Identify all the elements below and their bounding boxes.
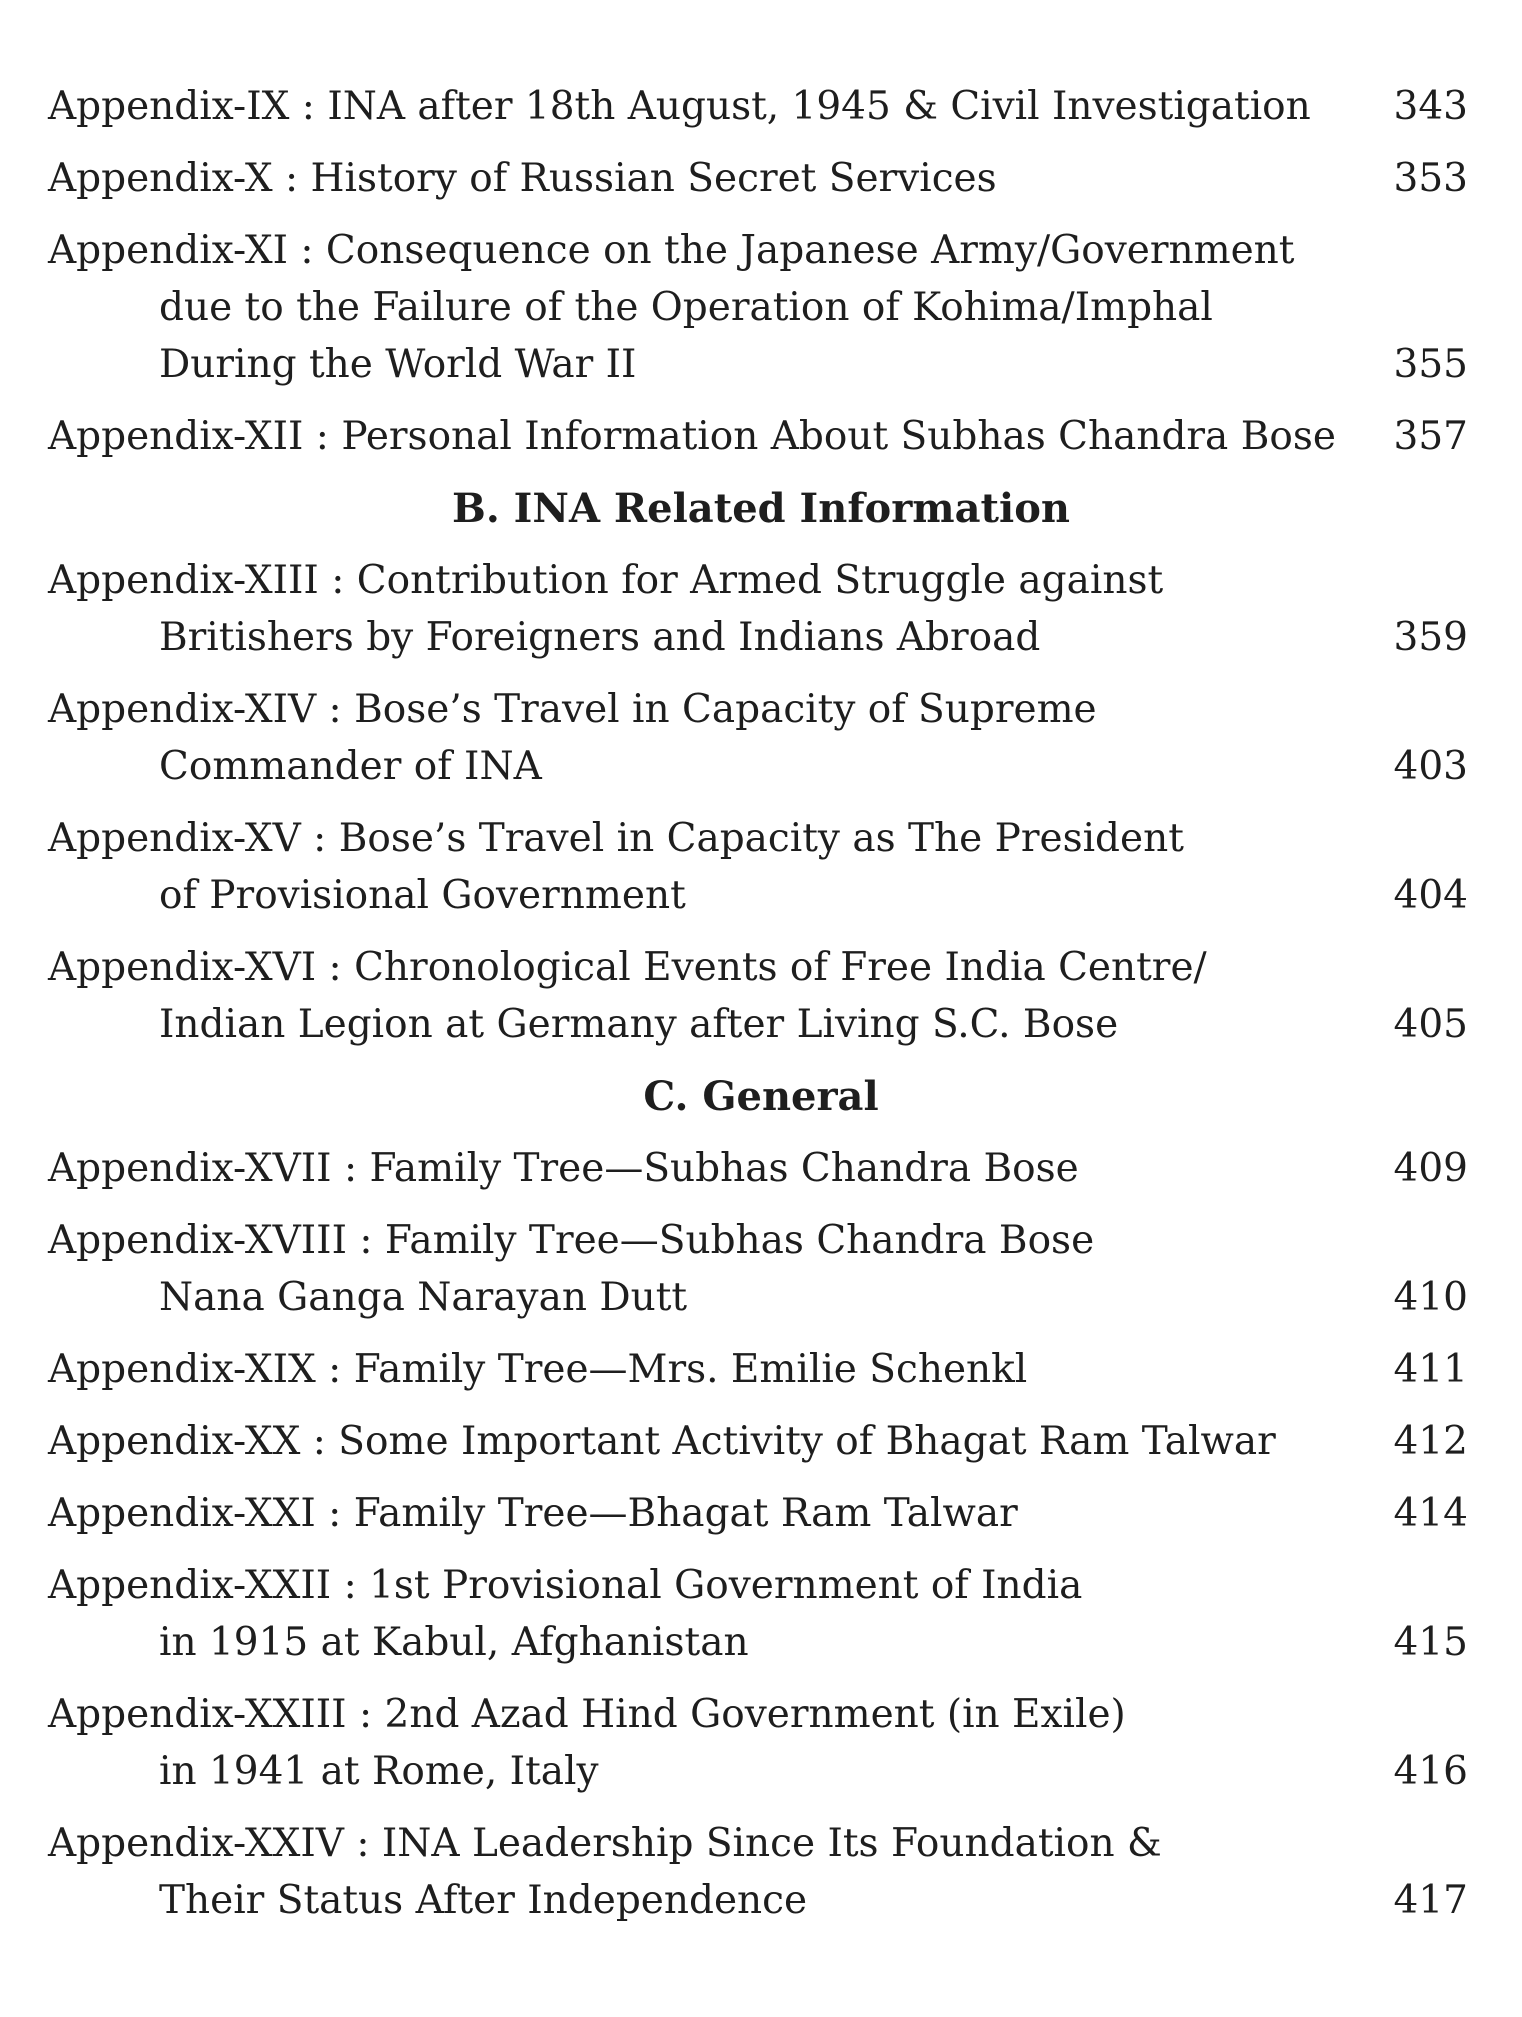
toc-entry-appendix-xxiv (48, 1815, 1468, 1929)
entry-title-line: Appendix-XXIV : INA Leadership Since Its Foundation & (48, 1821, 1162, 1866)
entry-title-line: Nana Ganga Narayan Dutt (159, 1275, 688, 1320)
entry-title-line: Appendix-IX : INA after 18th August, 1945 & Civil Investigation (48, 84, 1311, 129)
page-number: 359 (1393, 615, 1468, 660)
page-number: 411 (1393, 1347, 1468, 1392)
section-heading-general: C. General (643, 1073, 879, 1120)
page-number: 403 (1393, 744, 1468, 789)
entry-title-line: Appendix-XVIII : Family Tree—Subhas Chandra Bose (48, 1218, 1095, 1263)
toc-entry-appendix-xxiii (48, 1686, 1468, 1800)
entry-title-line: Appendix-XII : Personal Information About Subhas Chandra Bose (48, 414, 1336, 459)
entry-title-line: Appendix-XVI : Chronological Events of Free India Centre/ (48, 945, 1207, 990)
page-number: 404 (1393, 873, 1468, 918)
entry-title-line: Appendix-X : History of Russian Secret Services (48, 156, 997, 201)
toc-entry-appendix-xvi (48, 939, 1468, 1053)
page-number: 417 (1393, 1878, 1468, 1923)
entry-title-line: in 1915 at Kabul, Afghanistan (159, 1620, 749, 1665)
page-number: 357 (1393, 414, 1468, 459)
entry-title-line: Appendix-XI : Consequence on the Japanese Army/Government (48, 228, 1295, 273)
entry-title-line: of Provisional Government (159, 873, 686, 918)
toc-entry-appendix-xii (48, 408, 1468, 465)
toc-entry-appendix-xiii (48, 552, 1468, 666)
page-number: 416 (1393, 1749, 1468, 1794)
page-number: 415 (1393, 1620, 1468, 1665)
toc-entry-appendix-ix (48, 78, 1468, 135)
entry-title-line: Britishers by Foreigners and Indians Abroad (159, 615, 1041, 660)
toc-entry-appendix-xviii (48, 1212, 1468, 1326)
entry-title-line: Appendix-XVII : Family Tree—Subhas Chandra Bose (48, 1146, 1079, 1191)
entry-title-line: Appendix-XIII : Contribution for Armed Struggle against (48, 558, 1164, 603)
entry-title-line: in 1941 at Rome, Italy (159, 1749, 599, 1794)
entry-title-line: Appendix-XV : Bose’s Travel in Capacity as The President (48, 816, 1184, 861)
entry-title-line: During the World War II (159, 342, 637, 387)
toc-entry-appendix-xv (48, 810, 1468, 924)
toc-entry-appendix-x (48, 150, 1468, 207)
entry-title-line: Appendix-XX : Some Important Activity of Bhagat Ram Talwar (48, 1419, 1276, 1464)
page-number: 409 (1393, 1146, 1468, 1191)
entry-title-line: Their Status After Independence (159, 1878, 808, 1923)
page-number: 405 (1393, 1002, 1468, 1047)
entry-title-line: Indian Legion at Germany after Living S.C. Bose (159, 1002, 1119, 1047)
page-number: 343 (1393, 84, 1468, 129)
page-number: 414 (1393, 1491, 1468, 1536)
page-number: 412 (1393, 1419, 1468, 1464)
entry-title-line: Appendix-XXI : Family Tree—Bhagat Ram Talwar (48, 1491, 1018, 1536)
toc-entry-appendix-xi (48, 222, 1468, 393)
toc-entry-appendix-xiv (48, 681, 1468, 795)
toc-entry-appendix-xxii (48, 1557, 1468, 1671)
toc-entry-appendix-xvii (48, 1140, 1468, 1197)
page-number: 410 (1393, 1275, 1468, 1320)
entry-title-line: Appendix-XIX : Family Tree—Mrs. Emilie Schenkl (48, 1347, 1028, 1392)
entry-title-line: Appendix-XXIII : 2nd Azad Hind Government (in Exile) (48, 1692, 1126, 1737)
page-number: 353 (1393, 156, 1468, 201)
entry-title-line: Commander of INA (159, 744, 542, 789)
toc-entry-appendix-xx (48, 1413, 1468, 1470)
section-heading-ina-related: B. INA Related Information (452, 485, 1070, 532)
entry-title-line: due to the Failure of the Operation of Kohima/Imphal (159, 285, 1213, 330)
page-number: 355 (1393, 342, 1468, 387)
toc-entry-appendix-xix (48, 1341, 1468, 1398)
entry-title-line: Appendix-XIV : Bose’s Travel in Capacity of Supreme (48, 687, 1097, 732)
entry-title-line: Appendix-XXII : 1st Provisional Government of India (48, 1563, 1083, 1608)
toc-entry-appendix-xxi (48, 1485, 1468, 1542)
